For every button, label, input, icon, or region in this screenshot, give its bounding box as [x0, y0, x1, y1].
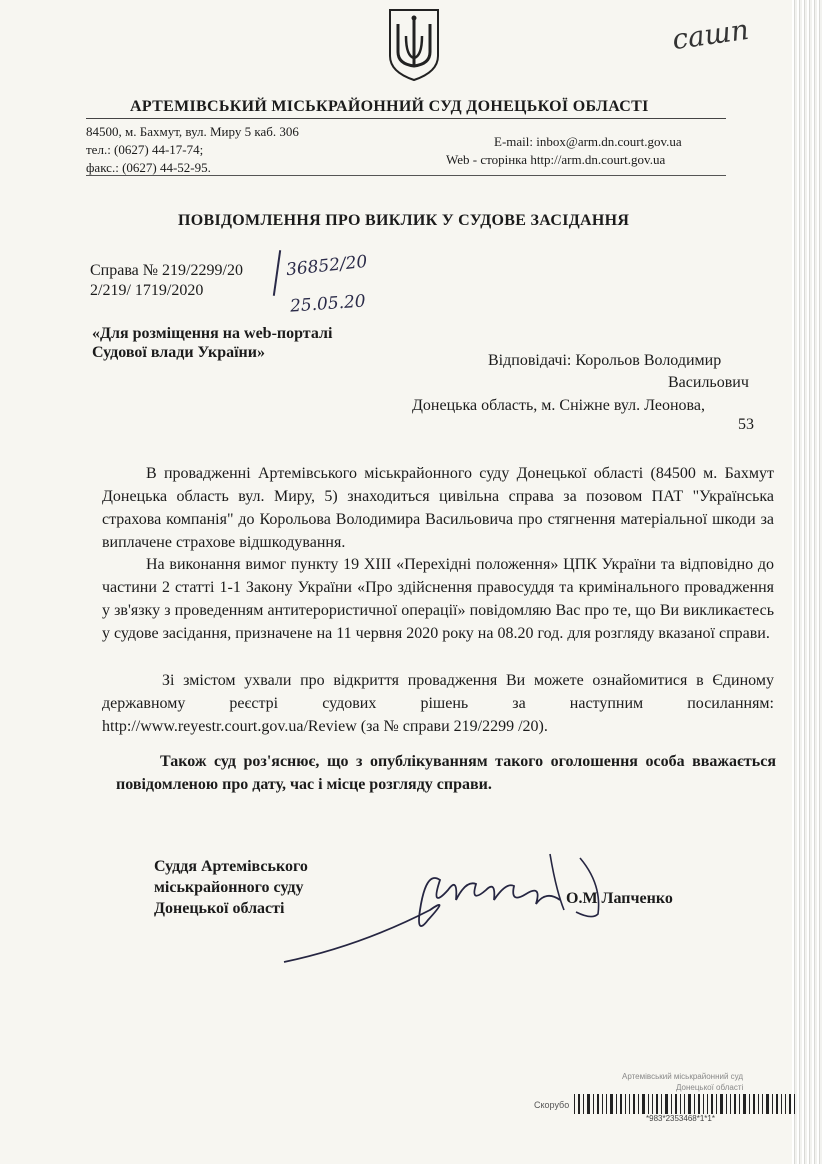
court-email: E-mail: inbox@arm.dn.court.gov.ua [494, 134, 682, 149]
stamp-text: Артемівський міськрайонний суд [622, 1072, 744, 1081]
body-paragraph-3: Зі змістом ухвали про відкриття провадження Ви можете ознайомитися в Єдиному державному реєстрі судових рішень за наступним посиланням: http://www.reyestr.court.gov.ua/Review (за № справи 219/2299 /20). [102, 672, 774, 735]
trident-emblem-icon [384, 6, 444, 82]
body-paragraph-2: На виконання вимог пункту 19 ХІІІ «Перехідні положення» ЦПК України та відповідно до частини 2 статті 1-1 Закону України «Про здійснення правосуддя та кримінального провадження у зв'язку з проведенням антитерористичної операції» повідомляю Вас про те, що Ви викликаєтесь у судове засідання, призначене на 11 червня 2020 року на 08.20 год. для розгляду вказаної справи. [102, 556, 774, 642]
respondent-house: 53 [738, 416, 754, 433]
court-phone: тел.: (0627) 44-17-74; [86, 142, 204, 157]
court-address: 84500, м. Бахмут, вул. Миру 5 каб. 306 [86, 124, 299, 139]
case-number: Справа № 219/2299/20 [90, 262, 243, 279]
barcode-number: *983*2353468*1*1* [646, 1114, 715, 1123]
body-paragraph-1: В провадженні Артемівського міськрайонного суду Донецької області (84500 м. Бахмут Донецька область вул. Миру, 5) знаходиться цивільна справа за позовом ПАТ "Українська страхова компанія" до Корольова Володимира Васильовича про стягнення матеріальної шкоди за виплачене страхове відшкодування. [102, 465, 774, 551]
handwritten-date: 25.05.20 [289, 291, 367, 317]
respondent-name: Відповідачі: Корольов Володимир [488, 352, 722, 369]
web-notice-line2: Судової влади України» [92, 344, 265, 361]
handwritten-signature [280, 850, 610, 970]
court-name: АРТЕМІВСЬКИЙ МІСЬКРАЙОННИЙ СУД ДОНЕЦЬКОЇ ОБЛАСТІ [130, 98, 649, 115]
court-fax: факс.: (0627) 44-52-95. [86, 160, 211, 175]
page-stack-edge [792, 0, 824, 1164]
header-rule [86, 118, 726, 119]
proceeding-number: 2/219/ 1719/2020 [90, 282, 204, 299]
footer-label: Скорубо [534, 1100, 570, 1110]
judge-name: О.М Лапченко [566, 890, 673, 907]
barcode-icon [574, 1094, 796, 1114]
handwritten-case-number: 36852/20 [285, 251, 369, 281]
signature-title-line3: Донецької області [154, 900, 285, 917]
respondent-patronymic: Васильович [668, 374, 749, 391]
respondent-address: Донецька область, м. Сніжне вул. Леонова, [412, 397, 705, 414]
court-web: Web - сторінка http://arm.dn.court.gov.ua [446, 152, 666, 167]
header-bottom-rule [86, 175, 726, 176]
signature-title-line1: Суддя Артемівського [154, 858, 308, 875]
web-notice-line1: «Для розміщення на web-порталі [92, 325, 333, 342]
document-title: ПОВІДОМЛЕННЯ ПРО ВИКЛИК У СУДОВЕ ЗАСІДАННЯ [178, 212, 630, 229]
body-paragraph-4: Також суд роз'яснює, що з опублікуванням такого оголошення особа вважається повідомленою про дату, час і місце розгляду справи. [116, 753, 776, 793]
corner-handwritten-note: сашп [670, 12, 751, 57]
signature-title-line2: міськрайонного суду [154, 879, 304, 896]
stamp-region: Донецької області [676, 1083, 744, 1092]
